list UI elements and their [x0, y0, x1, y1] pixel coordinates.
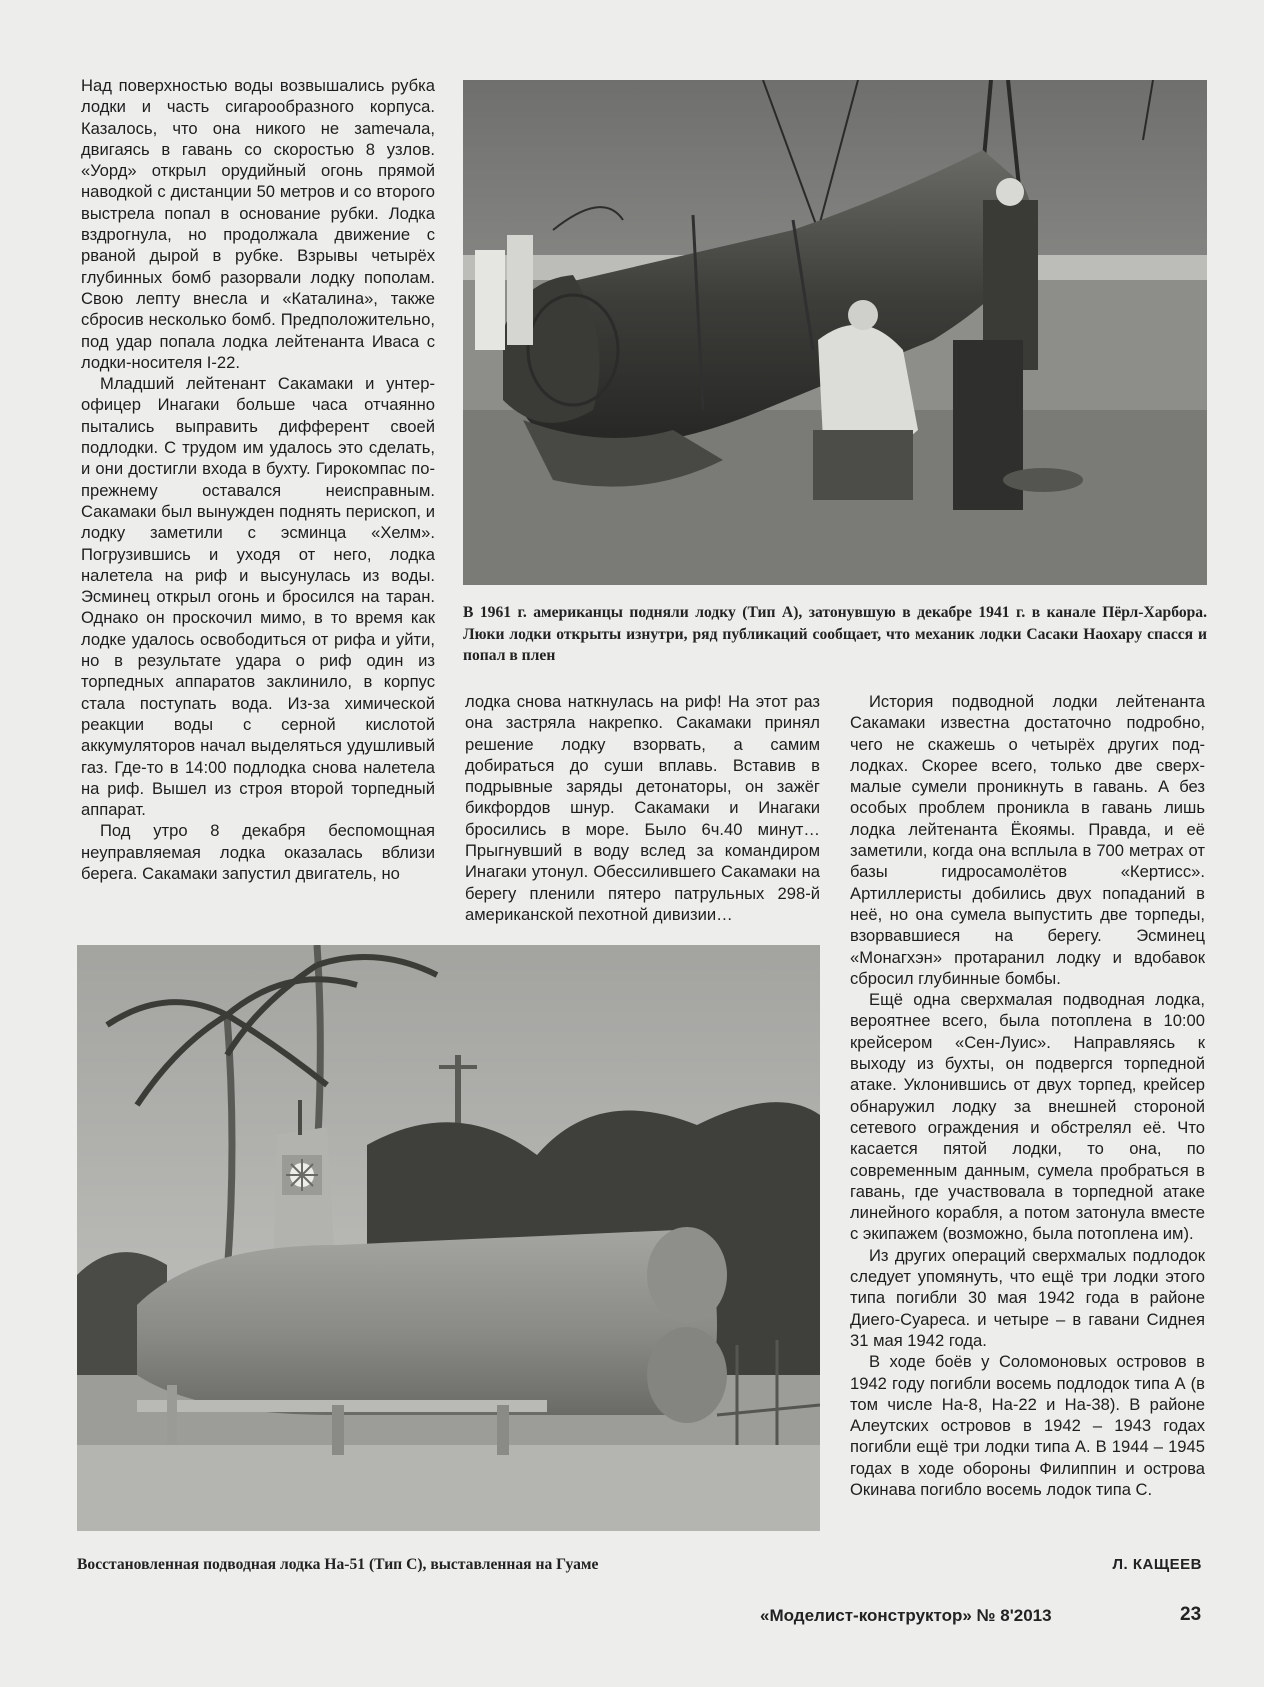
paragraph: В ходе боёв у Соломоновых островов в 1942 году погибли восемь подлодок типа А (в том числе На-8, На-22 и На-38). В районе Алеутских островов в 1942 – 1943 годах погибли ещё три лодки типа А. В 1944 – 1945 годах в ходе обороны Филиппин и острова Окинава погибло восемь лодок типа С.: [850, 1352, 1205, 1499]
photo-raised-submarine: [463, 80, 1207, 585]
paragraph: Под утро 8 декабря беспомощная неуправляемая лодка оказалась вблизи берега. Сакамаки запустил двигатель, но: [81, 821, 435, 883]
photo-restored-submarine: [77, 945, 820, 1531]
article-column-right: [850, 691, 1205, 1500]
paragraph: Над поверхностью воды возвышались рубка лодки и часть сигарообразного корпуса. Казалось, что она никого не заmечала, двигаясь в гавань со скоростью 8 узлов. «Уорд» открыл орудийный огонь прямой наводкой с дистанции 50 метров и со второго выстрела попал в основание рубки. Лодка вздрогнула, но продолжала движение с рваной дырой в рубке. Взрывы четырёх глубинных бомб разорвали лодку пополам. Свою лепту внесла и «Каталина», также сбросив несколько бомб. Предположительно, под удар попала лодка лейтенанта Иваса с лодки-носителя I-22.: [81, 76, 435, 372]
article-column-left: [81, 75, 435, 884]
photo-restored-submarine-graphic: [77, 945, 820, 1531]
paragraph: Ещё одна сверхмалая подводная лодка, вероятнее всего, была потоплена в 10:00 крейсером «Сен-Луис». Направляясь к выходу из бухты, он подвергся торпедной атаке. Уклонившись от двух торпед, крейсер обнаружил лодку за внешней стороной сетевого ограждения и обстрелял её. Что касается пятой лодки, то она, по современным данным, сумела пробраться в гавань, где участвовала в торпедной атаке линейного корабля, а потом затонула вместе с экипажем (возможно, была потоплена им).: [850, 990, 1205, 1244]
footer-magazine-title: «Моделист-конструктор» № 8'2013: [760, 1606, 1052, 1625]
author-signature: Л. КАЩЕЕВ: [1112, 1556, 1202, 1573]
page-number: 23: [1180, 1604, 1202, 1625]
article-column-middle: [465, 691, 820, 925]
paragraph: Младший лейтенант Сакамаки и унтер-офицер Инагаки больше часа отчаянно пытались выправить дифферент своей подлодки. С трудом им удалось это сделать, и они достигли входа в бухту. Гирокомпас по-прежнему оставался неисправным. Сакамаки был вынужден поднять перископ, и лодку заметили с эсминца «Хелм». Погрузившись и уходя от него, лодка налетела на риф и высунулась из воды. Эсминец открыл огонь и бросился на таран. Однако он проскочил мимо, в то время как лодке удалось освободиться от рифа и уйти, но в результате удара о риф один из торпедных аппаратов заклинило, в корпус стала поступать вода. Из-за химической реакции воды с серной кислотой аккумуляторов начал выделяться удушливый газ. Где-то в 14:00 подлодка снова налетела на риф. Вышел из строя второй торпедный аппарат.: [81, 374, 435, 820]
photo-caption-top: В 1961 г. американцы подняли лодку (Тип А), затонувшую в декабре 1941 г. в канале Пёрл-Харбора. Люки лодки открыты изнутри, ряд публикаций сообщает, что механик лодки Сасаки Наохару спасся и попал в плен: [463, 604, 1207, 664]
paragraph: История подводной лодки лейтенанта Сакамаки известна достаточно подробно, чего не скажешь о четырёх других подлодках. Скорее всего, только две сверхмалые сумели проникнуть в гавань. А без особых проблем проникла в гавань лишь лодка лейтенанта Ёкоямы. Правда, и её заметили, когда она всплыла в 700 метрах от базы гидросамолётов «Кертисс». Артиллеристы добились двух попаданий в неё, но она сумела выпустить две торпеды, взорвавшиеся на берегу. Эсминец «Монагхэн» протаранил лодку и вдобавок сбросил глубинные бомбы.: [850, 692, 1205, 988]
paragraph: Из других операций сверхмалых подлодок следует упомянуть, что ещё три лодки этого типа погибли 30 мая 1942 года в районе Диего-Суареса. и четыре – в гавани Сиднея 31 мая 1942 года.: [850, 1245, 1205, 1350]
photo-raised-submarine-graphic: [463, 80, 1207, 585]
paragraph: лодка снова наткнулась на риф! На этот раз она застряла накрепко. Сакамаки принял решение лодку взорвать, а самим добираться до суши вплавь. Вставив в подрывные заряды детонаторы, он зажёг бикфордов шнур. Сакамаки и Инагаки бросились в море. Было 6ч.40 минут… Прыгнувший в воду вслед за командиром Инагаки утонул. Обессилившего Сакамаки на берегу пленили пятеро патрульных 298-й американской пехотной дивизии…: [465, 692, 820, 924]
photo-caption-bottom: Восстановленная подводная лодка На-51 (Тип С), выставленная на Гуаме: [77, 1556, 599, 1573]
